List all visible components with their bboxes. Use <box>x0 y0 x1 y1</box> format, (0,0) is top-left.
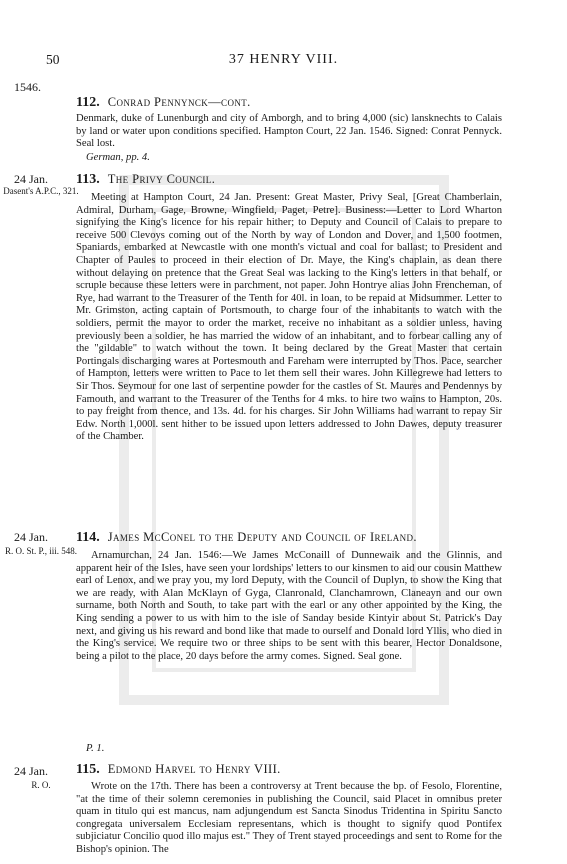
entry-113-number: 113. <box>76 172 100 187</box>
page-number: 50 <box>46 52 60 67</box>
entry-114-note: P. 1. <box>86 743 105 754</box>
entry-112-date: 1546. <box>14 80 41 94</box>
entry-114-ref: R. O. St. P., iii. 548. <box>4 546 78 556</box>
entry-115-number: 115. <box>76 762 100 777</box>
entry-113-title: The Privy Council. <box>107 172 216 186</box>
entry-114-heading <box>76 530 417 546</box>
entry-114-number: 114. <box>76 530 100 545</box>
entry-112-body: Denmark, duke of Lunenburgh and city of Amborgh, and to bring 4,000 (sic) lansknechts to Calais by land or water upon conditions specified. Hampton Court, 22 Jan. 1546. Signed: Conrat Pennyck. Seal lost. <box>76 113 502 150</box>
entry-115-ref: R. O. <box>31 780 51 790</box>
entry-115-title: Edmond Harvel to Henry VIII. <box>107 762 281 776</box>
entry-113-body: Meeting at Hampton Court, 24 Jan. Present: Great Master, Privy Seal, [Great Chamberlain, Admiral, Durham, Gage, Browne, Wingfield, Paget, Petre]. Business:—Letter to Lord Wharton signifying the King's licence for his repair hither; to Deputy and Council of Calais to prepare to receive 500 Clevoys coming out of the North by way of London and Dover, and 1,500 footmen, Spaniards, embarked at Newcastle with one month's victual and coal for ballast; to President and Chapter of Paules to proceed in their election of Dr. Maye, the King's chaplain, as dean there without delaying on pretence that the Great Seal was lacking to the King's letters in that behalf, or scruple because these letters were in parchment, not paper. John Hontrye alias John Frencheman, of Rye, had warrant to the Treasurer of the Tenth for 40l. in loan, to be repaid at Midsummer. Letter to Mr. Grimston, acting captain of Portsmouth, to charge four of the inhabitants to watch with the soldiers, permit the mayor to order the market, receive no inhabitant as a soldier unless, having previously been a soldier, he has married the widow of an inhabitant, and to forbear calling any of the "gildable" to watch without the town. It being declared by the Great Master that certain Portingals discharging wares at Portesmouth and Fareham were interrupted by Thos. Pace, searcher of Hampton, letters were written to Pace to let them sell their wares. John Killegrewe had letters to Sir Thos. Seymour for one last of serpentine powder for the castles of St. Maures and Pendennys by Famouth, and warrant to the Treasurer of the Tenths for 4 mks. to hire two wains to Hampton, 20s. to pay freight from thence, and 13s. 4d. for his charges. Sir John Williams had warrant to repay Sir Edw. North 1,000l. sent hither to be issued upon letters addressed to John Dawes, deputy treasurer of the Chamber. <box>76 192 502 443</box>
entry-112-title: Conrad Pennynck—cont. <box>107 95 251 109</box>
entry-114-body: Arnamurchan, 24 Jan. 1546:—We James McConaill of Dunnewaik and the Glinnis, and apparent heir of the Isles, have seen your lordships' letters to our kinsmen to aid our cousin Matthew earl of Lenox, and we pray you, my lord Deputy, with the Council of Duplyn, to show the King that we are ready, with Alan McKlayn of Gyga, Clanronald, Clanchamrown, Claneayn and our own surname, both North and South, to take part with the earl or any other appointed by the King, the King sending a power to us with him to the isle of Sanday beside Kintyir about St. Patrick's Day next, and giving us his reward and bond like that made to ourself and Donald lord Yllis, who died in the King's service. We require two or three ships to be sent with this bearer, Hector Donaldsone, being a pilot to the place, 20 days before the army comes. Signed. Seal gone. <box>76 550 502 662</box>
entry-112-note: German, pp. 4. <box>86 152 150 163</box>
entry-112-number: 112. <box>76 95 100 110</box>
entry-114-title: James McConel to the Deputy and Council of Ireland. <box>107 530 417 544</box>
entry-113-ref: Dasent's A.P.C., 321. <box>3 186 79 196</box>
entry-115-body: Wrote on the 17th. There has been a controversy at Trent because the bp. of Fesolo, Florentine, "at the time of their solemn ceremonies in publishing the Council, said Placet in omnibus preter quam in titulo qui est mancus, nam adjungendum est Sancta Sinodus Tridentina in Spiritu Sancto congregata universalem Ecclesiam representans, which is thought to signify quod Pontifex subjiciatur Concilio quod illo majus est." They of Trent stayed proceedings and sent to Rome for the Bishop's opinion. The <box>76 781 502 855</box>
entry-112-heading <box>76 95 251 111</box>
entry-113-date: 24 Jan. <box>14 172 48 186</box>
entry-115-heading <box>76 762 281 778</box>
entry-115-date: 24 Jan. <box>14 764 48 778</box>
entry-114-date: 24 Jan. <box>14 530 48 544</box>
entry-113-heading <box>76 172 215 188</box>
running-title: 37 HENRY VIII. <box>228 52 339 67</box>
